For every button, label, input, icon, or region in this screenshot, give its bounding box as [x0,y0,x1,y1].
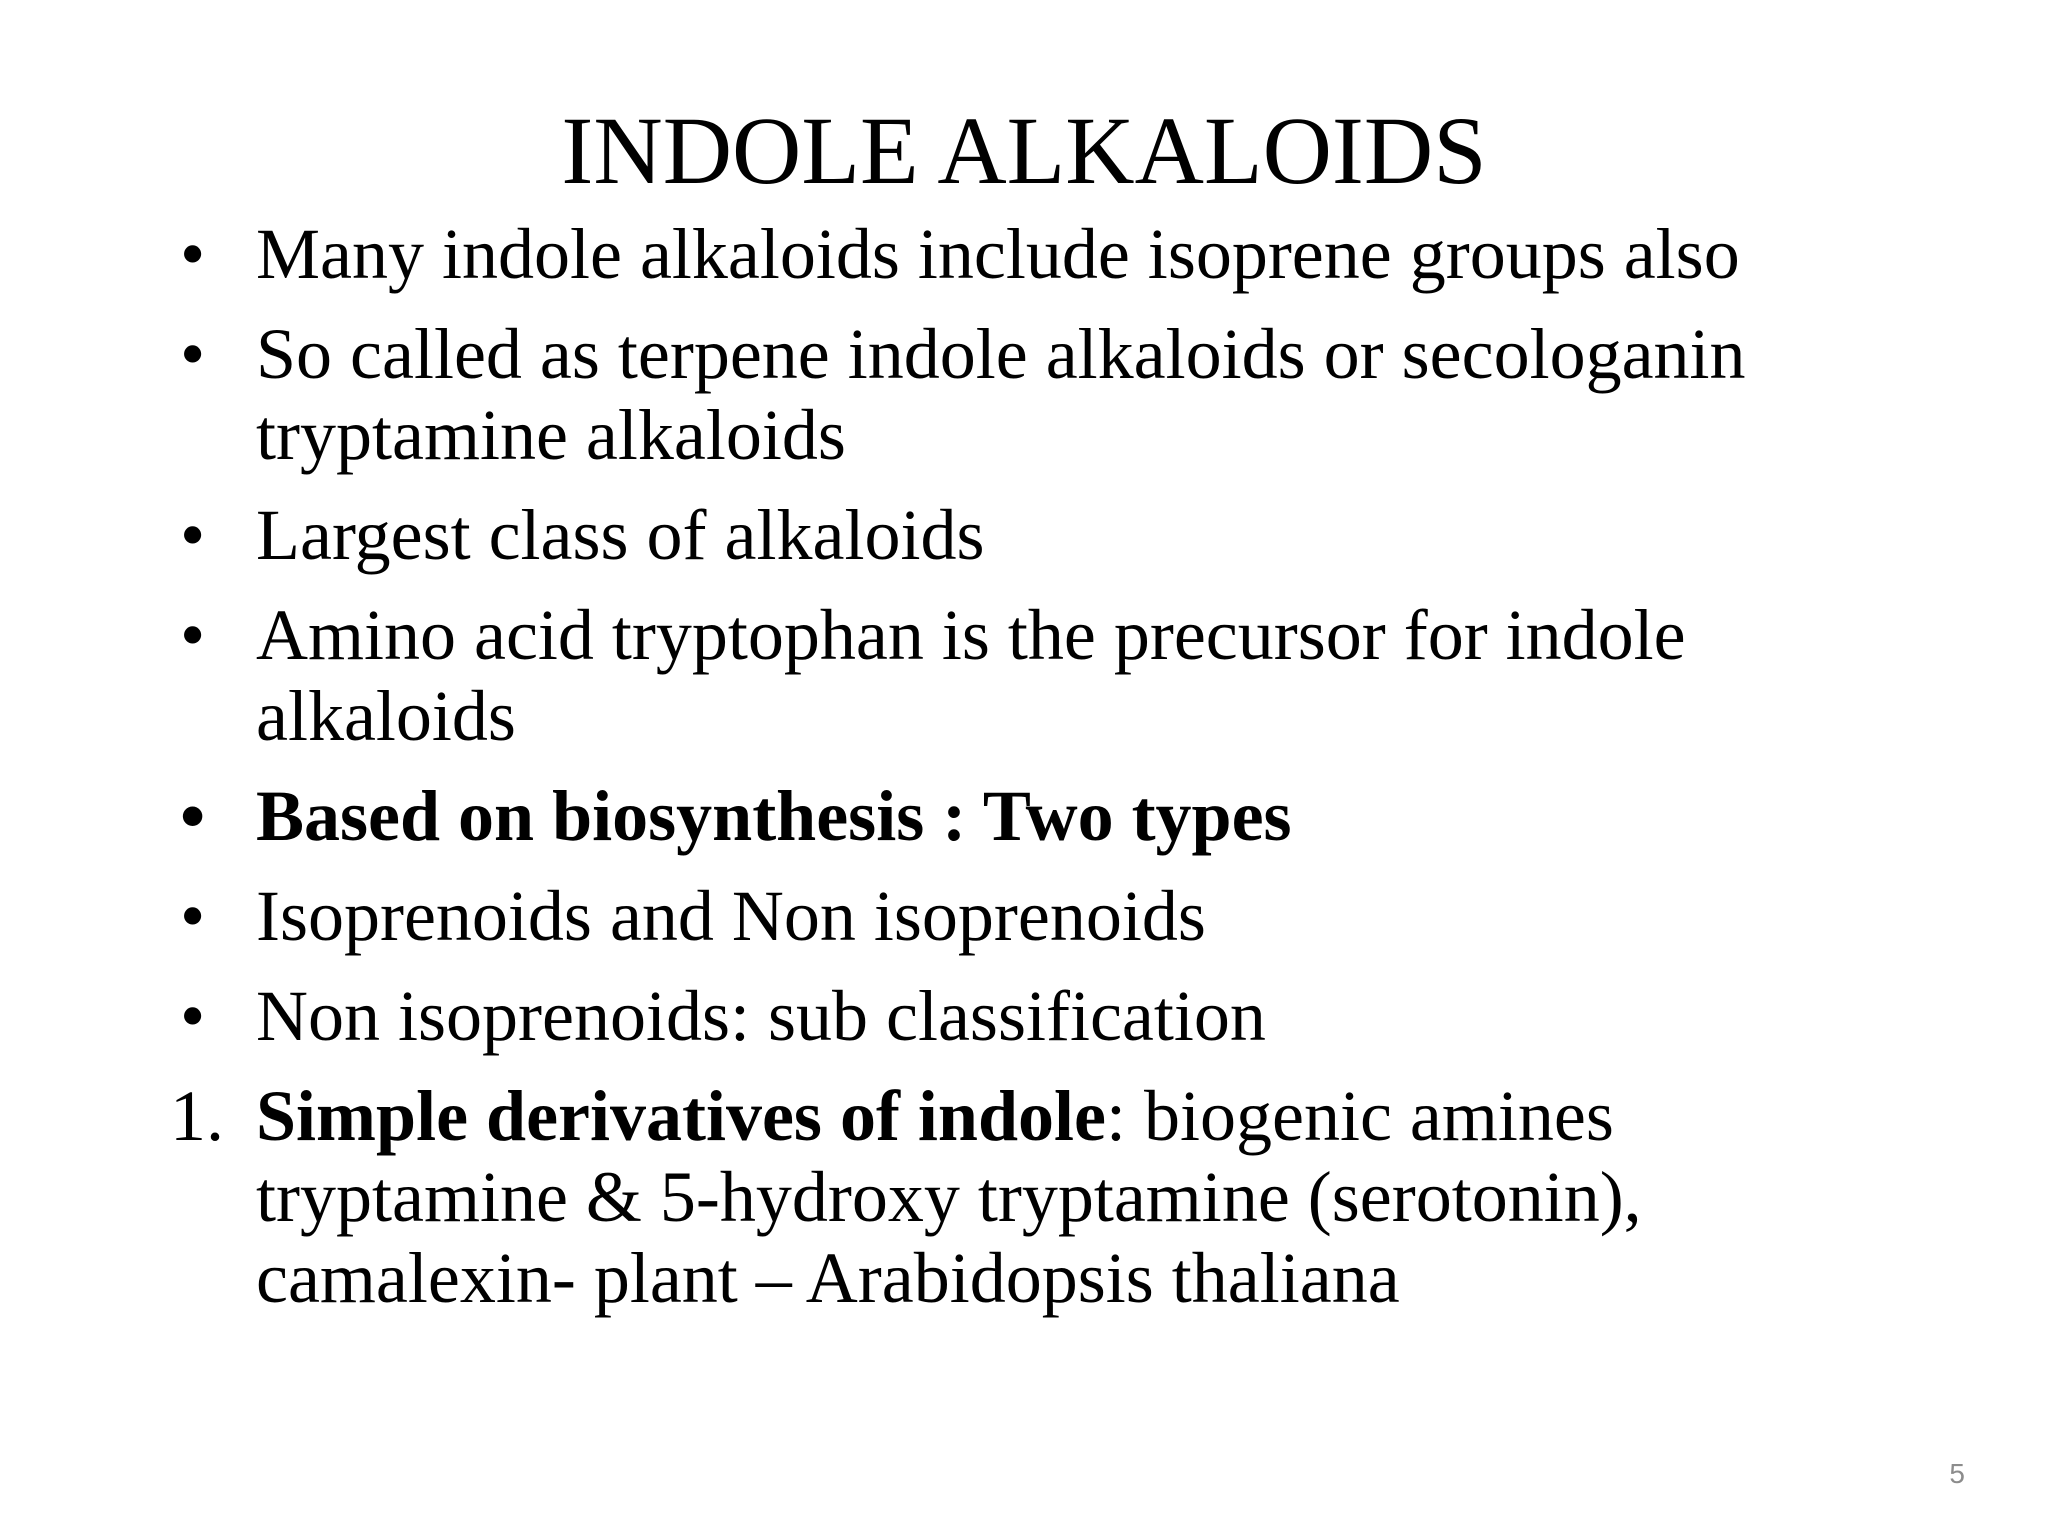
bullet-marker: • [180,214,206,294]
bullet-item [170,595,1870,757]
slide-title: INDOLE ALKALOIDS [561,97,1487,204]
bullet-text: Isoprenoids and Non isoprenoids [256,876,1206,956]
number-marker: 1. [170,1076,224,1156]
bullet-marker: • [180,595,206,675]
page-number: 5 [1949,1458,1965,1489]
bullet-item [170,495,1870,576]
slide-content [170,214,1870,1338]
bullet-item [170,214,1870,295]
bullet-item [170,314,1870,476]
numbered-item-text: : biogenic amines tryptamine & 5-hydroxy tryptamine (serotonin), camalexin- plant – Arabidopsis thaliana [256,1076,1642,1318]
bullet-item [170,976,1870,1057]
bullet-marker: • [180,876,206,956]
bullet-text: Amino acid tryptophan is the precursor for indole alkaloids [256,595,1686,756]
bullet-marker: • [180,776,206,856]
bullet-marker: • [180,314,206,394]
bullet-marker: • [180,495,206,575]
bullet-text: Non isoprenoids: sub classification [256,976,1266,1056]
bullet-text: So called as terpene indole alkaloids or secologanin tryptamine alkaloids [256,314,1746,475]
numbered-item-bold-text: Simple derivatives of indole [256,1076,1106,1156]
bullet-text: Many indole alkaloids include isoprene groups also [256,214,1740,294]
bullet-marker: • [180,976,206,1056]
numbered-item [170,1076,1870,1319]
bullet-text: Based on biosynthesis : Two types [256,776,1292,856]
bullet-text: Largest class of alkaloids [256,495,985,575]
bullet-item [170,876,1870,957]
bullet-item-bold [170,776,1870,857]
